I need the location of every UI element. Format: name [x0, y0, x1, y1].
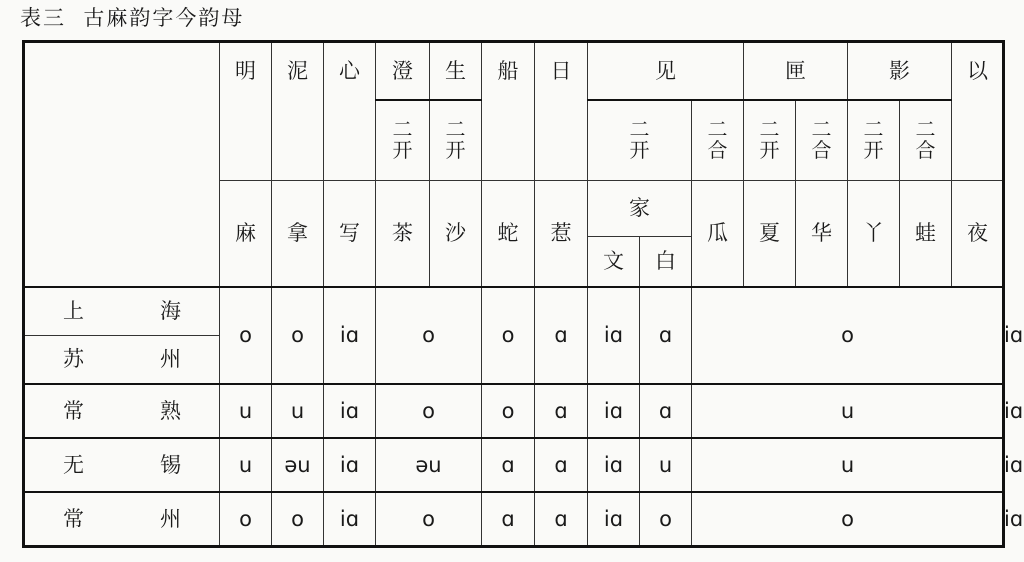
cell-ri: ɑ — [535, 384, 588, 438]
char-she: 蛇 — [482, 180, 535, 287]
cell-ming: o — [220, 492, 272, 546]
char-ma: 麻 — [220, 180, 272, 287]
initial-ying: 影 — [848, 42, 952, 100]
char-ya: 丫 — [848, 180, 900, 287]
cell-chuan: o — [482, 287, 535, 384]
initial-cheng: 澄 — [376, 42, 430, 100]
initial-xin: 心 — [324, 42, 376, 100]
cell-ri: ɑ — [535, 287, 588, 384]
cell-xin: iɑ — [324, 492, 376, 546]
cell-chuan: o — [482, 384, 535, 438]
city-changshu: 常 熟 — [24, 384, 220, 438]
initial-xia: 匣 — [744, 42, 848, 100]
cell-ming: u — [220, 384, 272, 438]
cell-chuan: ɑ — [482, 492, 535, 546]
cell-ni: u — [272, 384, 324, 438]
city-wuxi: 无 锡 — [24, 438, 220, 492]
initial-jian: 见 — [588, 42, 744, 100]
cell-rest: u — [692, 438, 1004, 492]
char-sha: 沙 — [430, 180, 482, 287]
char-xia: 夏 — [744, 180, 796, 287]
char-wa: 蛙 — [900, 180, 952, 287]
char-na: 拿 — [272, 180, 324, 287]
cell-chuan: ɑ — [482, 438, 535, 492]
char-gua: 瓜 — [692, 180, 744, 287]
city-changzhou: 常 州 — [24, 492, 220, 546]
cell-xin: iɑ — [324, 384, 376, 438]
char-hua: 华 — [796, 180, 848, 287]
grade-ying-kai: 二 开 — [848, 100, 900, 180]
cell-jia-literary: iɑ — [588, 438, 640, 492]
cell-ri: ɑ — [535, 492, 588, 546]
initial-ri: 日 — [535, 42, 588, 100]
cell-jia-colloquial: u — [640, 438, 692, 492]
grade-jian-kai: 二 开 — [588, 100, 692, 180]
cell-cheng-sheng: o — [376, 492, 482, 546]
cell-ni: o — [272, 492, 324, 546]
blank-xin — [324, 100, 376, 180]
grade-sheng: 二 开 — [430, 100, 482, 180]
initial-ming: 明 — [220, 42, 272, 100]
grade-xia-kai: 二 开 — [744, 100, 796, 180]
cell-jia-colloquial: ɑ — [640, 287, 692, 384]
cell-rest: o — [692, 287, 1004, 384]
char-jia: 家 — [588, 180, 692, 236]
cell-rest: u — [692, 384, 1004, 438]
city-shanghai: 上 海 — [24, 287, 220, 335]
corner-cell — [24, 42, 220, 287]
reading-colloquial: 白 — [640, 237, 692, 287]
initial-sheng: 生 — [430, 42, 482, 100]
reading-literary: 文 — [588, 237, 640, 287]
cell-cheng-sheng: əu — [376, 438, 482, 492]
cell-ni: əu — [272, 438, 324, 492]
cell-jia-literary: iɑ — [588, 492, 640, 546]
cell-xin: iɑ — [324, 287, 376, 384]
cell-ri: ɑ — [535, 438, 588, 492]
char-xie: 写 — [324, 180, 376, 287]
cell-ming: o — [220, 287, 272, 384]
char-cha: 茶 — [376, 180, 430, 287]
cell-jia-colloquial: ɑ — [640, 384, 692, 438]
cell-jia-literary: iɑ — [588, 287, 640, 384]
cell-jia-colloquial: o — [640, 492, 692, 546]
table-caption: 表三 古麻韵字今韵母 — [20, 6, 245, 30]
initial-yi: 以 — [952, 42, 1004, 100]
blank-ni — [272, 100, 324, 180]
blank-chuan — [482, 100, 535, 180]
grade-ying-he: 二 合 — [900, 100, 952, 180]
initial-chuan: 船 — [482, 42, 535, 100]
cell-rest: o — [692, 492, 1004, 546]
grade-jian-he: 二 合 — [692, 100, 744, 180]
char-ye: 夜 — [952, 180, 1004, 287]
blank-ri — [535, 100, 588, 180]
cell-cheng-sheng: o — [376, 287, 482, 384]
cell-cheng-sheng: o — [376, 384, 482, 438]
cell-ni: o — [272, 287, 324, 384]
grade-xia-he: 二 合 — [796, 100, 848, 180]
blank-ming — [220, 100, 272, 180]
initial-ni: 泥 — [272, 42, 324, 100]
cell-jia-literary: iɑ — [588, 384, 640, 438]
vowel-table: 明 泥 心 澄 生 船 日 见 匣 影 以 二 开 二 开 二 开 二 合 二 开 二 合 二 开 二 合 麻 拿 写 茶 沙 蛇 惹 家 瓜 夏 华 丫 蛙 夜 文 白 上 海 o o iɑ o o ɑ iɑ ɑ o iɑ 苏 州 常 熟 u u iɑ o o ɑ iɑ ɑ u iɑ 无 锡 u əu iɑ əu ɑ ɑ iɑ u u iɑ 常 州 o o iɑ o ɑ ɑ iɑ o o iɑ — [22, 40, 1005, 548]
blank-yi — [952, 100, 1004, 180]
grade-cheng: 二 开 — [376, 100, 430, 180]
char-re: 惹 — [535, 180, 588, 287]
cell-xin: iɑ — [324, 438, 376, 492]
cell-ming: u — [220, 438, 272, 492]
city-suzhou: 苏 州 — [24, 335, 220, 383]
